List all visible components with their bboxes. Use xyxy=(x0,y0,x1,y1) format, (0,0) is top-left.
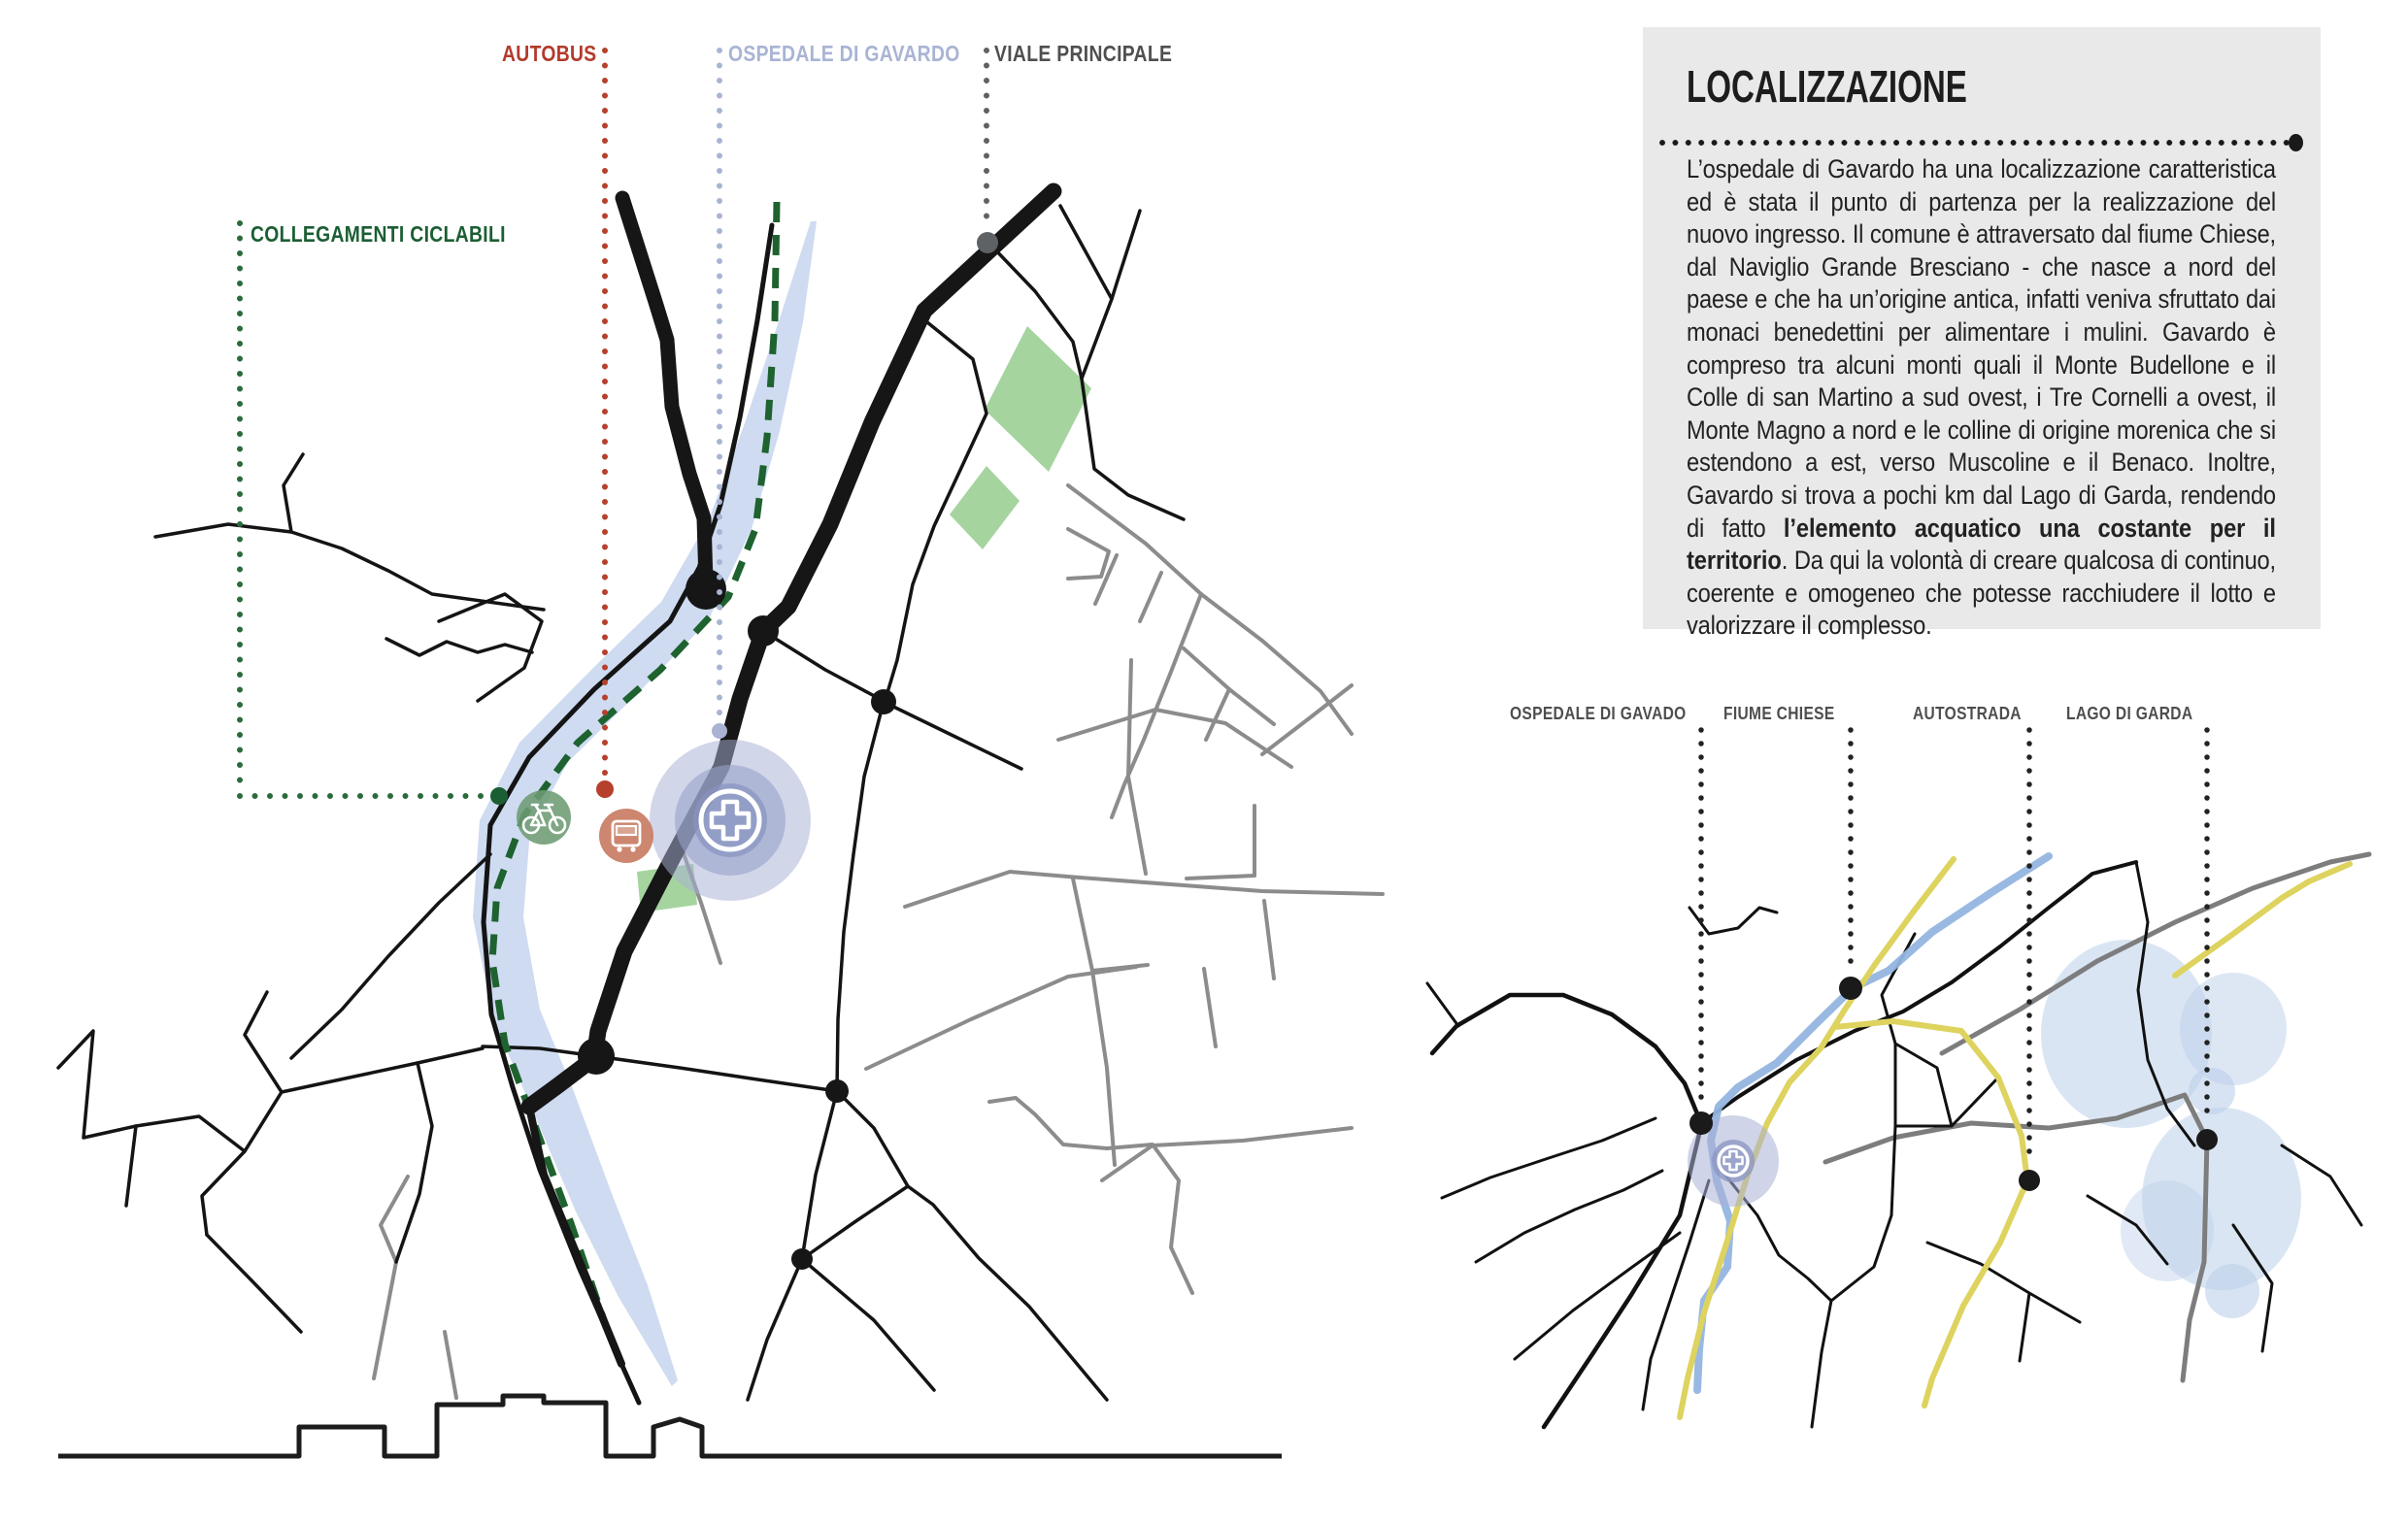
body-bold: l’elemento acquatico una costante per il territorio xyxy=(1687,513,2276,576)
leader-viale-dot xyxy=(977,232,998,253)
skyline xyxy=(58,1396,1282,1456)
green-area xyxy=(950,466,1020,549)
major-road-north xyxy=(622,198,706,582)
label-fiume-chiese: FIUME CHIESE xyxy=(1723,703,1835,723)
label-viale-principale: VIALE PRINCIPALE xyxy=(994,41,1173,66)
body-start: L’ospedale di Gavardo ha una localizzazione caratteristica ed è stata il punto di partenza per la realizzazione del nuovo ingresso. Il comune è attraversato dal fiume Chiese, dal Naviglio Grande Bresciano - che nasce a nord del paese e che ha un’origine antica, infatti veniva sfruttato dai monaci benedettini per alimentare i mulini. Gavardo è compreso tra alcuni monti quali il Monte Budellone e il Colle di san Martino a sud ovest, i Tre Cornelli a ovest, il Monte Magno a nord e le colline di origine morenica che si estendono a est, verso Muscoline e il Benaco. Inoltre, Gavardo si trova a pochi km dal Lago di Garda, rendendo di fatto xyxy=(1687,154,2276,543)
leader-ospedale-dot xyxy=(712,723,727,739)
bike-marker xyxy=(517,790,571,845)
lake-garda-blobs xyxy=(2041,940,2301,1318)
leader-autobus-dot xyxy=(596,780,614,798)
label-collegamenti-ciclabili: COLLEGAMENTI CICLABILI xyxy=(251,221,506,247)
label-lago-di-garda: LAGO DI GARDA xyxy=(2066,703,2193,723)
leader-ciclabili-dot xyxy=(490,787,508,805)
left-map xyxy=(58,50,1383,1456)
bike-circle xyxy=(517,790,571,845)
label-ospedale-di-gavardo: OSPEDALE DI GAVARDO xyxy=(728,41,960,66)
body-end: . Da qui la volontà di creare qualcosa di continuo, coerente e omogeneo che potesse racchiudere il lotto e valorizzare il complesso. xyxy=(1687,546,2276,641)
panel-title: LOCALIZZAZIONE xyxy=(1687,61,1967,112)
dotted-rule xyxy=(1658,137,2290,149)
hospital-halo-inner xyxy=(693,783,767,857)
localization-panel xyxy=(1643,27,2321,641)
label-autostrada: AUTOSTRADA xyxy=(1913,703,2022,723)
panel-body-text xyxy=(1687,153,2276,643)
rule-end-dot xyxy=(2289,134,2303,151)
small-map xyxy=(1427,730,2369,1427)
label-autobus: AUTOBUS xyxy=(502,41,597,66)
label-ospedale-di-gavado: OSPEDALE DI GAVADO xyxy=(1510,703,1687,723)
hospital-marker xyxy=(650,740,811,901)
bus-marker xyxy=(599,809,653,863)
